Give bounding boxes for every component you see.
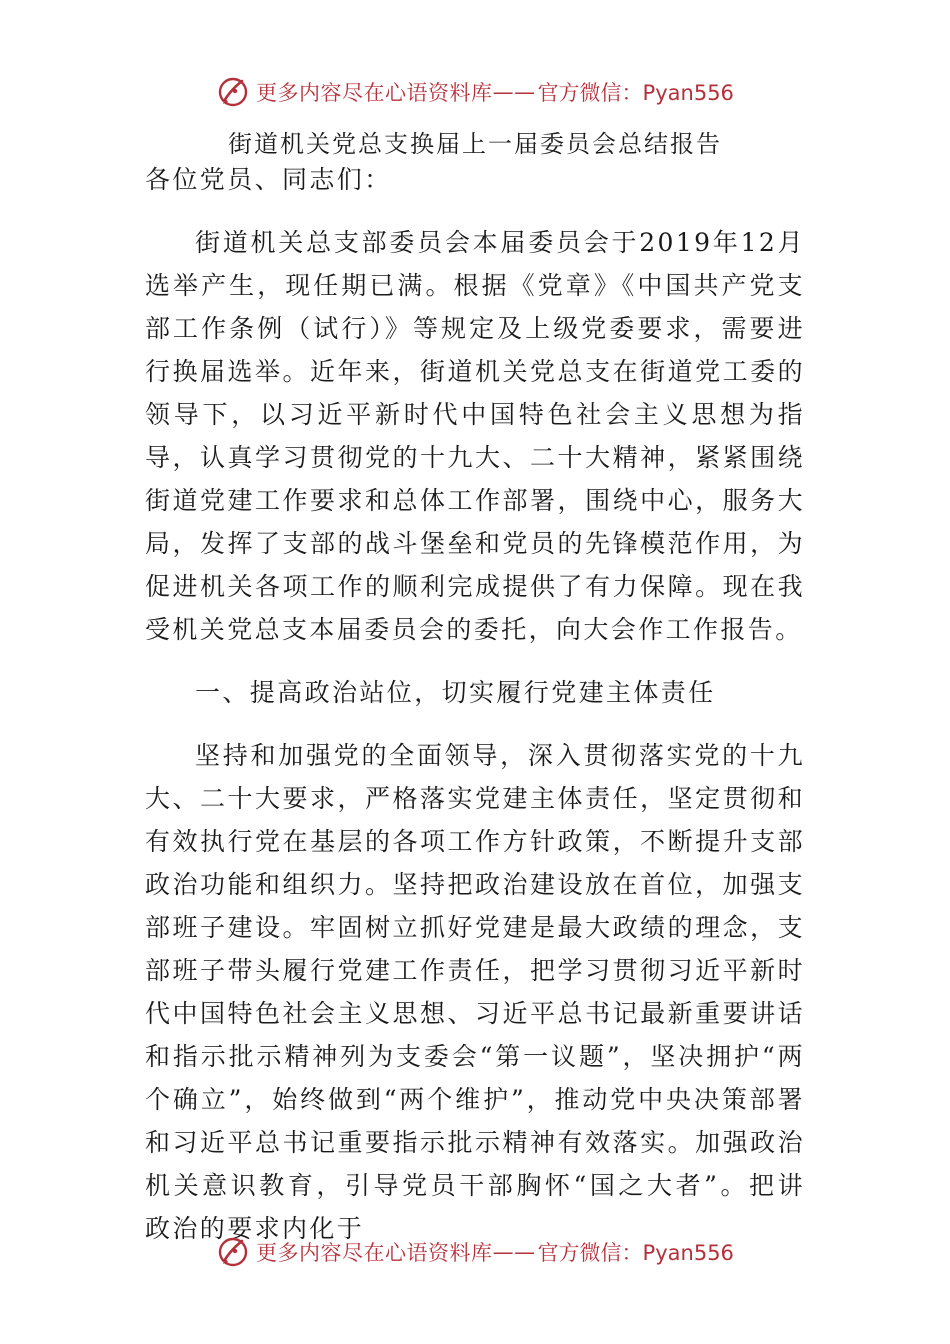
pen-logo-icon — [216, 1235, 250, 1269]
banner-text: 更多内容尽在心语资料库 — [256, 81, 493, 105]
section-1-paragraph: 坚持和加强党的全面领导，深入贯彻落实党的十九大、二十大要求，严格落实党建主体责任，坚定贯彻和有效执行党在基层的各项工作方针政策，不断提升支部政治功能和组织力。坚持把政治建设放在首位，加强支部班子建设。牢固树立抓好党建是最大政绩的理念，支部班子带头履行党建工作责任，把学习贯彻习近平新时代中国特色社会主义思想、习近平总书记最新重要讲话和指示批示精神列为支委会“第一议题”，坚决拥护“两个确立”，始终做到“两个维护”，推动党中央决策部署和习近平总书记重要指示批示精神有效落实。加强政治机关意识教育，引导党员干部胸怀“国之大者”。把讲政治的要求内化于 — [145, 741, 805, 1243]
footer-watermark-banner — [0, 1230, 950, 1274]
salutation: 各位党员、同志们： — [145, 165, 392, 194]
intro-paragraph: 街道机关总支部委员会本届委员会于2019年12月选举产生，现任期已满。根据《党章》《中国共产党支部工作条例（试行）》等规定及上级党委要求，需要进行换届选举。近年来，街道机关党总支在街道党工委的领导下，以习近平新时代中国特色社会主义思想为指导，认真学习贯彻党的十九大、二十大精神，紧紧围绕街道党建工作要求和总体工作部署，围绕中心，服务大局，发挥了支部的战斗堡垒和党员的先锋模范作用，为促进机关各项工作的顺利完成提供了有力保障。现在我受机关党总支本届委员会的委托，向大会作工作报告。 — [145, 228, 805, 644]
banner-wechat: 官方微信：Pyan556 — [537, 81, 734, 105]
banner-separator: —— — [492, 1240, 536, 1264]
banner-separator: —— — [492, 80, 536, 104]
pen-logo-icon — [216, 75, 250, 109]
banner-wechat: 官方微信：Pyan556 — [537, 1241, 734, 1265]
document-title: 街道机关党总支换届上一届委员会总结报告 — [228, 130, 722, 158]
section-1-heading: 一、提高政治站位，切实履行党建主体责任 — [195, 678, 716, 707]
banner-text: 更多内容尽在心语资料库 — [256, 1241, 493, 1265]
header-watermark-banner — [0, 70, 950, 114]
document-body — [145, 158, 805, 1270]
